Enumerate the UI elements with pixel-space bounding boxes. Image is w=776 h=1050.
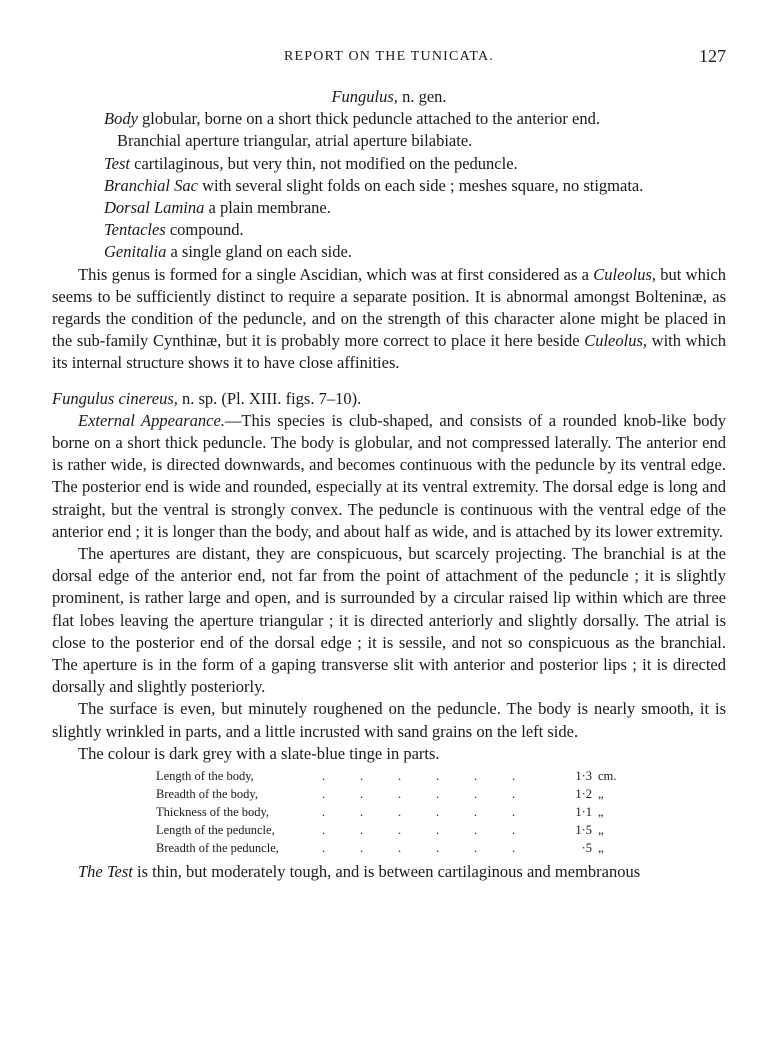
diagnosis-term: Genitalia xyxy=(104,242,167,262)
diagnosis-line: Branchial Sac with several slight folds on each side ; meshes square, no stigmata. xyxy=(104,175,644,195)
dot-leader: . . . . . . xyxy=(322,805,516,820)
measurement-label: Thickness of the body, xyxy=(156,805,270,820)
running-head xyxy=(52,46,726,70)
section-gap xyxy=(52,375,726,388)
measurement-value: 1·1 xyxy=(575,805,592,820)
measurement-label: Length of the peduncle, xyxy=(156,823,275,838)
species-heading: Fungulus cinereus, n. sp. (Pl. XIII. figs. 7–10). xyxy=(52,388,362,408)
genus-heading-rest: n. gen. xyxy=(397,87,447,106)
section-term: External Appearance. xyxy=(78,410,225,430)
measurement-value: 1·5 xyxy=(575,823,592,838)
diagnosis-line: Body globular, borne on a short thick peduncle attached to the anterior end. xyxy=(104,109,601,129)
measurement-value: 1·3 xyxy=(575,769,592,784)
measurement-value: ·5 xyxy=(581,841,592,856)
measurement-unit: „ xyxy=(598,805,604,820)
diagnosis-term: Test xyxy=(104,153,130,173)
apertures-paragraph: The apertures are distant, they are conspicuous, but scarcely projecting. The branchial is at the dorsal edge of the anterior end, not far from the point of attachment of the peduncle ; it is slightly prominent, is rather large and open, and is surrounded by a circular raised lip within which are three flat lobes leaving the aperture triangular ; it is directed anteriorly and slightly dorsally. The atrial is close to the posterior end of the dorsal edge ; it is sessile, and not so conspicuous as the branchial. The aperture is in the form of a gaping transverse slit with anterior and posterior lips ; it is directed dorsally and slightly posteriorly. xyxy=(52,544,726,697)
measurement-row xyxy=(156,803,638,821)
diagnosis-line: Tentacles compound. xyxy=(104,220,244,240)
measurement-unit: „ xyxy=(598,787,604,802)
measurement-label: Breadth of the body, xyxy=(156,787,258,802)
genus-remarks-paragraph: This genus is formed for a single Ascidian, which was at first considered as a Culeolus, but which seems to be sufficiently distinct to require a separate position. It is abnormal amongst Bolteninæ, as regards the condition of the peduncle, and on the strength of this character alone might be placed in the sub-family Cynthinæ, but it is probably more correct to place it here beside Culeolus, with which its internal structure shows it to have close affinities. xyxy=(52,264,726,373)
dot-leader: . . . . . . xyxy=(322,823,516,838)
measurement-row xyxy=(156,767,638,785)
body-text xyxy=(52,86,726,883)
external-appearance-paragraph: External Appearance.—This species is club-shaped, and consists of a rounded knob-like body borne on a short thick peduncle. The body is globular, and not compressed laterally. The anterior end is rather wide, is directed downwards, and becomes continuous with the peduncle by its ventral edge. The posterior end is wide and rounded, especially at its ventral extremity. The dorsal edge is long and straight, but the ventral is strongly convex. The peduncle is continuous with the ventral edge of the anterior end ; it is longer than the body, and about half as wide, and is attached by its lower extremity. xyxy=(52,410,726,541)
diagnosis-line: Branchial aperture triangular, atrial aperture bilabiate. xyxy=(117,131,473,151)
measurement-row xyxy=(156,785,638,803)
surface-paragraph: The surface is even, but minutely roughened on the peduncle. The body is nearly smooth, it is slightly wrinkled in parts, and a little incrusted with sand grains on the left side. xyxy=(52,699,726,741)
diagnosis-line: Test cartilaginous, but very thin, not modified on the peduncle. xyxy=(104,153,518,173)
measurement-label: Breadth of the peduncle, xyxy=(156,841,279,856)
diagnosis-term: Tentacles xyxy=(104,220,166,240)
section-term: The Test xyxy=(78,862,133,882)
diagnosis-term: Dorsal Lamina xyxy=(104,198,205,218)
colour-paragraph: The colour is dark grey with a slate-blue tinge in parts. xyxy=(78,743,440,763)
running-title: REPORT ON THE TUNICATA. xyxy=(284,49,494,64)
measurement-value: 1·2 xyxy=(575,787,592,802)
measurement-row xyxy=(156,821,638,839)
diagnosis-term: Body xyxy=(104,109,138,129)
test-paragraph: The Test is thin, but moderately tough, and is between cartilaginous and membranous xyxy=(78,862,641,882)
measurement-unit: „ xyxy=(598,823,604,838)
diagnosis-line: Genitalia a single gland on each side. xyxy=(104,242,352,262)
dot-leader: . . . . . . xyxy=(322,787,516,802)
measurement-label: Length of the body, xyxy=(156,769,254,784)
measurements-table-wrap xyxy=(156,767,726,857)
dot-leader: . . . . . . xyxy=(322,841,516,856)
page-number: 127 xyxy=(699,46,726,66)
dot-leader: . . . . . . xyxy=(322,769,516,784)
diagnosis-line: Dorsal Lamina a plain membrane. xyxy=(104,198,331,218)
measurement-unit: „ xyxy=(598,841,604,856)
diagnosis-term: Branchial Sac xyxy=(104,175,198,195)
measurement-row xyxy=(156,839,638,857)
genus-name: Fungulus, xyxy=(331,87,398,106)
measurements-table xyxy=(156,767,638,857)
species-name: Fungulus cinereus, xyxy=(52,388,178,408)
measurement-unit: cm. xyxy=(598,769,617,784)
genus-heading xyxy=(52,86,726,108)
